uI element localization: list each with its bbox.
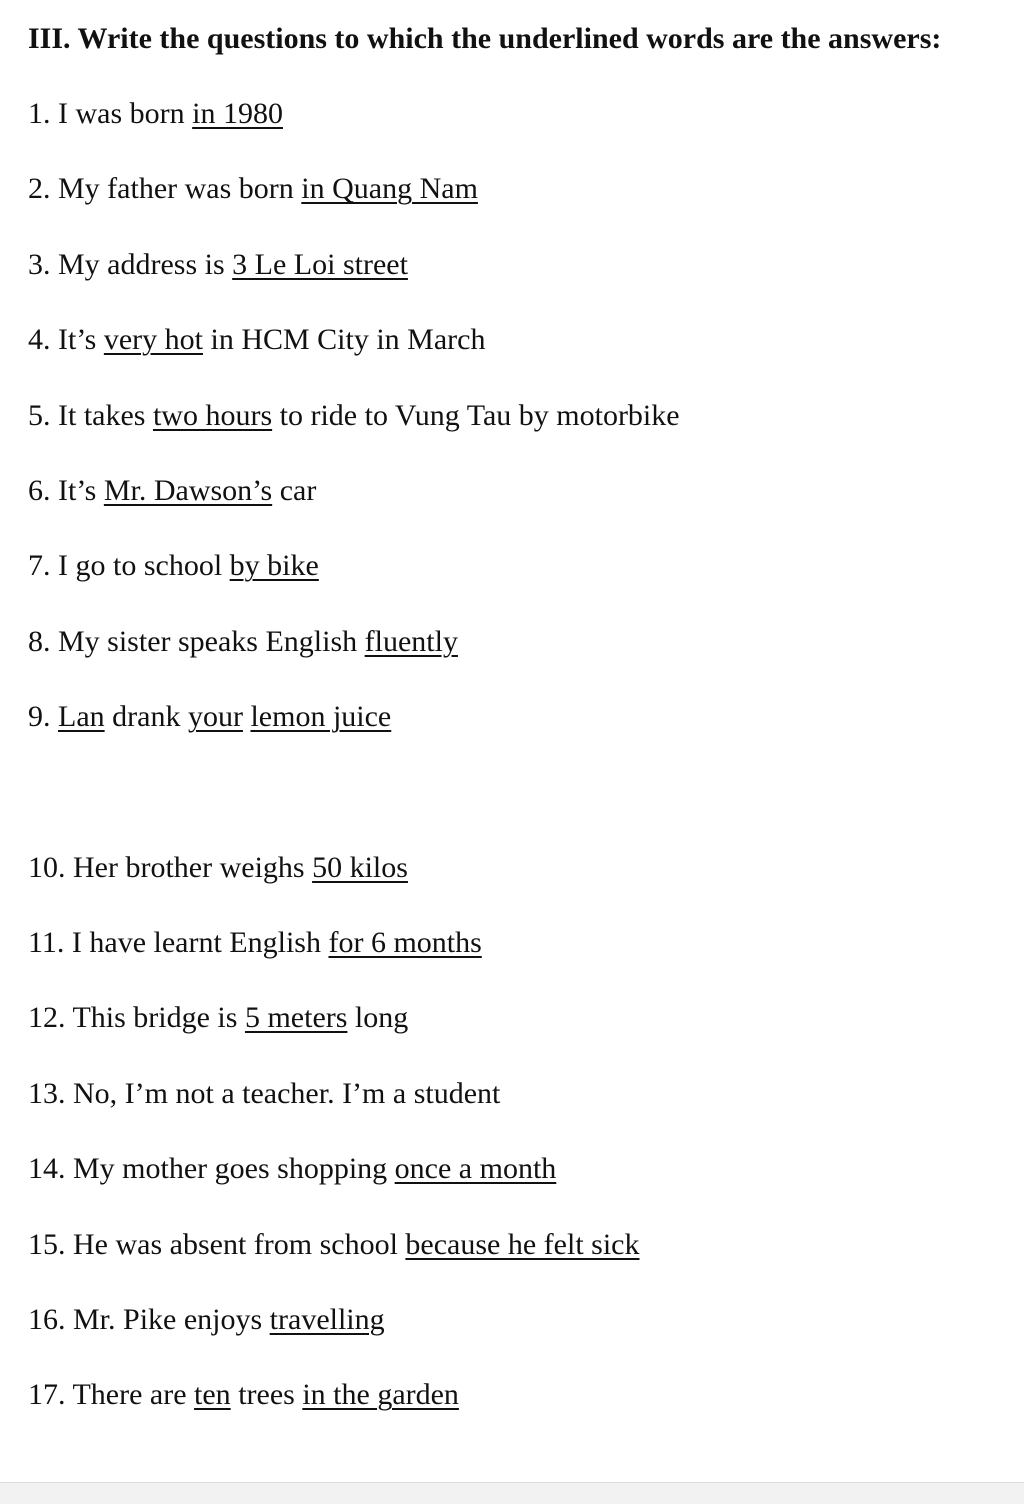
exercise-heading: III. Write the questions to which the underlined words are the answers: bbox=[28, 22, 942, 55]
exercise-item-10 bbox=[28, 848, 996, 888]
sentence-text: to ride to Vung Tau by motorbike bbox=[272, 398, 680, 432]
exercise-item-3 bbox=[28, 245, 996, 285]
underlined-answer: in Quang Nam bbox=[301, 172, 478, 206]
underlined-answer: 3 Le Loi street bbox=[232, 247, 408, 281]
bottom-scroll-edge bbox=[0, 1482, 1024, 1504]
underlined-answer: for 6 months bbox=[328, 926, 482, 960]
exercise-item-2 bbox=[28, 169, 996, 209]
exercise-item-17 bbox=[28, 1375, 996, 1415]
underlined-answer: fluently bbox=[364, 624, 458, 658]
sentence-text: 1. I was born bbox=[28, 97, 193, 130]
sentence-text: 11. I have learnt English bbox=[28, 926, 329, 960]
sentence-text: long bbox=[347, 1001, 409, 1035]
underlined-answer: very hot bbox=[103, 323, 203, 357]
sentence-text: in HCM City in March bbox=[202, 323, 486, 357]
sentence-text: 7. I go to school bbox=[28, 549, 230, 583]
underlined-answer: your bbox=[187, 700, 243, 734]
exercise-item-4 bbox=[28, 320, 996, 360]
exercise-item-1 bbox=[28, 94, 996, 134]
underlined-answer: in 1980 bbox=[192, 97, 283, 130]
sentence-text: 17. There are bbox=[28, 1378, 195, 1412]
exercise-item-15 bbox=[28, 1225, 996, 1265]
underlined-answer: two hours bbox=[152, 398, 273, 432]
sentence-text: 4. It’s bbox=[28, 323, 104, 357]
question-list bbox=[28, 94, 996, 1415]
exercise-item-14 bbox=[28, 1149, 996, 1189]
exercise-item-11 bbox=[28, 923, 996, 963]
underlined-answer: because he felt sick bbox=[405, 1227, 640, 1261]
sentence-text: 10. Her brother weighs bbox=[28, 850, 313, 884]
exercise-item-12 bbox=[28, 998, 996, 1038]
exercise-item-7 bbox=[28, 546, 996, 586]
sentence-text: 13. No, I’m not a teacher. I’m a student bbox=[28, 1076, 501, 1110]
underlined-answer: Mr. Dawson’s bbox=[103, 473, 273, 507]
sentence-text: 9. bbox=[28, 700, 58, 734]
sentence-text: car bbox=[272, 473, 317, 507]
sentence-text: drank bbox=[104, 700, 188, 734]
underlined-answer: 50 kilos bbox=[312, 850, 408, 884]
exercise-item-9 bbox=[28, 697, 996, 737]
underlined-answer: in the garden bbox=[302, 1378, 459, 1412]
sentence-text: trees bbox=[230, 1378, 303, 1412]
sentence-text: 8. My sister speaks English bbox=[28, 624, 365, 658]
underlined-answer: by bike bbox=[229, 549, 319, 583]
underlined-answer: 5 meters bbox=[244, 1001, 348, 1035]
underlined-answer: Lan bbox=[58, 700, 105, 734]
sentence-text: 15. He was absent from school bbox=[28, 1227, 406, 1261]
underlined-answer: lemon juice bbox=[250, 700, 392, 734]
exercise-item-6 bbox=[28, 471, 996, 511]
exercise-item-13 bbox=[28, 1074, 996, 1114]
sentence-text: 14. My mother goes shopping bbox=[28, 1152, 395, 1186]
underlined-answer: ten bbox=[194, 1378, 231, 1412]
exercise-item-5 bbox=[28, 396, 996, 436]
sentence-text: 12. This bridge is bbox=[28, 1001, 245, 1035]
sentence-text: 2. My father was born bbox=[28, 172, 302, 206]
sentence-text: 6. It’s bbox=[28, 473, 104, 507]
sentence-text: 3. My address is bbox=[28, 247, 233, 281]
sentence-text: 16. Mr. Pike enjoys bbox=[28, 1302, 270, 1336]
underlined-answer: travelling bbox=[269, 1302, 385, 1336]
exercise-item-8 bbox=[28, 622, 996, 662]
sentence-text: 5. It takes bbox=[28, 398, 153, 432]
exercise-item-16 bbox=[28, 1300, 996, 1340]
underlined-answer: once a month bbox=[394, 1152, 557, 1186]
